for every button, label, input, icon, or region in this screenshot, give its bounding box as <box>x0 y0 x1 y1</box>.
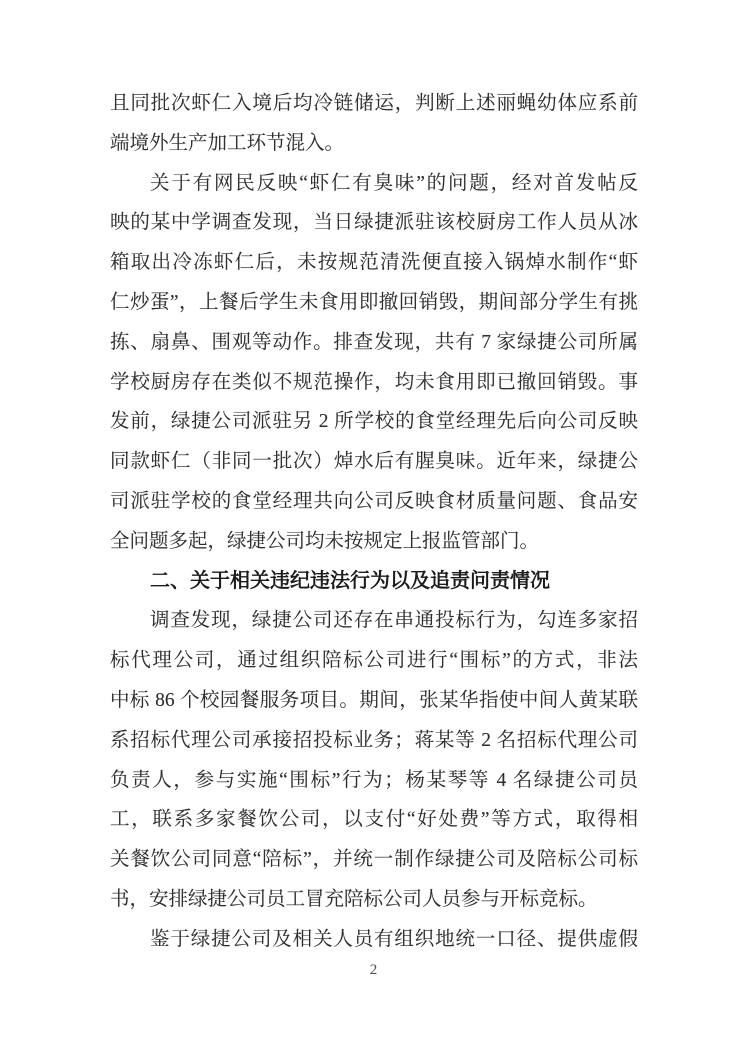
text-line: 映的某中学调查发现，当日绿捷派驻该校厨房工作人员从冰 <box>110 212 638 234</box>
text-line: 鉴于绿捷公司及相关人员有组织地统一口径、提供虚假 <box>150 928 638 950</box>
text-line: 系招标代理公司承接招投标业务；蒋某等 2 名招标代理公司 <box>110 729 638 751</box>
document-body <box>110 84 638 960</box>
text-line: 书，安排绿捷公司员工冒充陪标公司人员参与开标竞标。 <box>110 888 598 910</box>
paragraph <box>110 601 638 919</box>
text-line: 司派驻学校的食堂经理共向公司反映食材质量问题、食品安 <box>110 490 638 512</box>
section-heading-row <box>110 562 638 602</box>
section-heading: 二、关于相关违纪违法行为以及追责问责情况 <box>150 569 550 592</box>
paragraph <box>110 164 638 562</box>
text-line: 关于有网民反映“虾仁有臭味”的问题，经对首发帖反 <box>150 172 638 194</box>
paragraph <box>110 84 638 164</box>
text-line: 且同批次虾仁入境后均冷链储运，判断上述丽蝇幼体应系前 <box>110 93 638 114</box>
text-line: 拣、扇鼻、围观等动作。排查发现，共有 7 家绿捷公司所属 <box>110 331 638 353</box>
text-line: 学校厨房存在类似不规范操作，均未食用即已撤回销毁。事 <box>110 371 638 393</box>
text-line: 中标 86 个校园餐服务项目。期间，张某华指使中间人黄某联 <box>110 689 638 711</box>
text-line: 箱取出冷冻虾仁后，未按规范清洗便直接入锅焯水制作“虾 <box>110 252 638 274</box>
text-line: 端境外生产加工环节混入。 <box>110 132 345 154</box>
text-line: 标代理公司，通过组织陪标公司进行“围标”的方式，非法 <box>110 650 638 672</box>
text-line: 仁炒蛋”，上餐后学生未食用即撤回销毁，期间部分学生有挑 <box>110 291 638 313</box>
text-line: 同款虾仁（非同一批次）焯水后有腥臭味。近年来，绿捷公 <box>110 451 638 473</box>
page-number: 2 <box>369 962 378 978</box>
text-line: 负责人，参与实施“围标”行为；杨某琴等 4 名绿捷公司员 <box>110 769 638 791</box>
text-line: 工，联系多家餐饮公司，以支付“好处费”等方式，取得相 <box>110 809 638 831</box>
text-line: 关餐饮公司同意“陪标”，并统一制作绿捷公司及陪标公司标 <box>110 849 638 871</box>
paragraph <box>110 920 638 960</box>
text-line: 全问题多起，绿捷公司均未按规定上报监管部门。 <box>110 530 540 552</box>
text-line: 发前，绿捷公司派驻另 2 所学校的食堂经理先后向公司反映 <box>110 411 638 433</box>
text-line: 调查发现，绿捷公司还存在串通投标行为，勾连多家招 <box>150 610 638 632</box>
